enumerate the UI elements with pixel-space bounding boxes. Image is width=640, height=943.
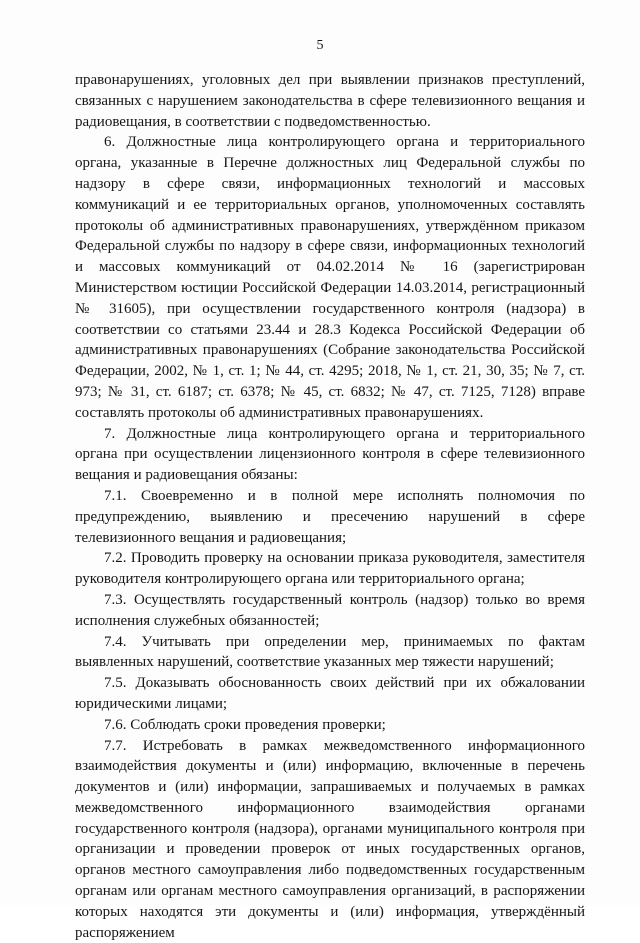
paragraph-6: 6. Должностные лица контролирующего органа и территориального органа, указанные в Перечне должностных лиц Федеральной службы по надзору в сфере связи, информационных технологий и массовых коммуникаций и ее территориальных органов, уполномоченных составлять протоколы об административных правонарушениях, утверждённом приказом Федеральной службы по надзору в сфере связи, информационных технологий и массовых коммуникаций от 04.02.2014 № 16 (зарегистрирован Министерством юстиции Российской Федерации 14.03.2014, регистрационный № 31605), при осуществлении государственного контроля (надзора) в соответствии со статьями 23.44 и 28.3 Кодекса Российской Федерации об административных правонарушениях (Собрание законодательства Российской Федерации, 2002, № 1, ст. 1; № 44, ст. 4295; 2018, № 1, ст. 21, 30, 35; № 7, ст. 973; № 31, ст. 6187; ст. 6378; № 45, ст. 6832; № 47, ст. 7125, 7128) вправе составлять протоколы об административных правонарушениях. bbox=[75, 132, 585, 423]
paragraph-7: 7. Должностные лица контролирующего органа и территориального органа при осуществлении лицензионного контроля в сфере телевизионного вещания и радиовещания обязаны: bbox=[75, 424, 585, 486]
paragraph-7-3: 7.3. Осуществлять государственный контроль (надзор) только во время исполнения служебных обязанностей; bbox=[75, 590, 585, 632]
document-body bbox=[75, 70, 585, 943]
paragraph-7-1: 7.1. Своевременно и в полной мере исполнять полномочия по предупреждению, выявлению и пресечению нарушений в сфере телевизионного вещания и радиовещания; bbox=[75, 486, 585, 548]
paragraph-continuation: правонарушениях, уголовных дел при выявлении признаков преступлений, связанных с нарушением законодательства в сфере телевизионного вещания и радиовещания, в соответствии с подведомственностью. bbox=[75, 70, 585, 132]
paragraph-7-6: 7.6. Соблюдать сроки проведения проверки; bbox=[75, 715, 585, 736]
paragraph-7-5: 7.5. Доказывать обоснованность своих действий при их обжаловании юридическими лицами; bbox=[75, 673, 585, 715]
paragraph-7-4: 7.4. Учитывать при определении мер, принимаемых по фактам выявленных нарушений, соответствие указанных мер тяжести нарушений; bbox=[75, 632, 585, 674]
paragraph-7-7: 7.7. Истребовать в рамках межведомственного информационного взаимодействия документы и (или) информацию, включенные в перечень документов и (или) информации, запрашиваемых и получаемых в рамках межведомственного информационного взаимодействия органами государственного контроля (надзора), органами муниципального контроля при организации и проведении проверок от иных государственных органов, органов местного самоуправления либо подведомственных государственным органам или органам местного самоуправления организаций, в распоряжении которых находятся эти документы и (или) информация, утверждённый распоряжением bbox=[75, 736, 585, 943]
paragraph-7-2: 7.2. Проводить проверку на основании приказа руководителя, заместителя руководителя контролирующего органа или территориального органа; bbox=[75, 548, 585, 590]
page-number: 5 bbox=[0, 38, 640, 54]
